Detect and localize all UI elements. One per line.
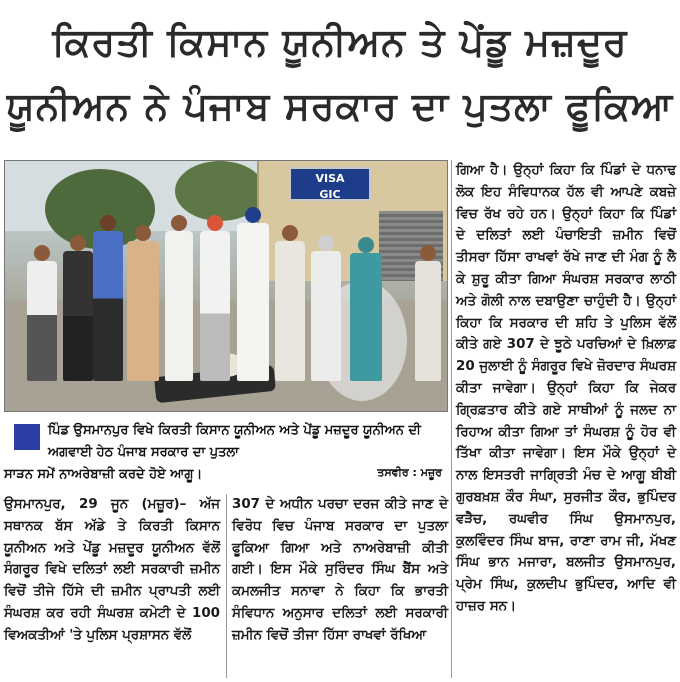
caption-marker	[14, 424, 40, 450]
column-divider	[226, 494, 227, 678]
photo-credit: ਤਸਵੀਰ : ਮਜ਼ੂਰ	[377, 466, 442, 479]
article-column-3: ਗਿਆ ਹੈ। ਉਨ੍ਹਾਂ ਕਿਹਾ ਕਿ ਪਿੰਡਾਂ ਦੇ ਧਨਾਢ ਲੋਕ ਇਹ ਸੰਵਿਧਾਨਕ ਹੱਲ ਵੀ ਆਪਣੇ ਕਬਜ਼ੇ ਵਿਚ ਰੱਖ ਰਹੇ ਹਨ। ਉਨ੍ਹਾਂ ਕਿਹਾ ਕਿ ਪਿੰਡਾਂ ਦੇ ਦਲਿਤਾਂ ਲਈ ਪੰਚਾਇਤੀ ਜ਼ਮੀਨ ਵਿਚੋਂ ਤੀਸਰਾ ਹਿੱਸਾ ਰਾਖਵਾਂ ਰੱਖੇ ਜਾਣ ਦੀ ਮੰਗ ਨੂੰ ਲੈ ਕੇ ਸ਼ੁਰੂ ਕੀਤਾ ਗਿਆ ਸੰਘਰਸ਼ ਸਰਕਾਰ ਲਾਠੀ ਅਤੇ ਗੋਲੀ ਨਾਲ ਦਬਾਉਣਾ ਚਾਹੁੰਦੀ ਹੈ। ਉਨ੍ਹਾਂ ਕਿਹਾ ਕਿ ਸਰਕਾਰ ਦੀ ਸ਼ਹਿ ਤੇ ਪੁਲਿਸ ਵੱਲੋਂ ਕੀਤੇ ਗਏ 307 ਦੇ ਝੂਠੇ ਪਰਚਿਆਂ ਦੇ ਖ਼ਿਲਾਫ਼ 20 ਜੁਲਾਈ ਨੂੰ ਸੰਗਰੂਰ ਵਿਖੇ ਜ਼ੋਰਦਾਰ ਸੰਘਰਸ਼ ਕੀਤਾ ਜਾਵੇਗਾ। ਉਨ੍ਹਾਂ ਕਿਹਾ ਕਿ ਜੇਕਰ ਗ੍ਰਿਫ਼ਤਾਰ ਕੀਤੇ ਗਏ ਸਾਥੀਆਂ ਨੂੰ ਜਲਦ ਨਾ ਰਿਹਾਅ ਕੀਤਾ ਗਿਆ ਤਾਂ ਸੰਘਰਸ਼ ਨੂੰ ਹੋਰ ਵੀ ਤਿੱਖਾ ਕੀਤਾ ਜਾਵੇਗਾ। ਇਸ ਮੌਕੇ ਉਨ੍ਹਾਂ ਦੇ ਨਾਲ ਇਸਤਰੀ ਜਾਗ੍ਰਿਤੀ ਮੰਚ ਦੇ ਆਗੂ ਬੀਬੀ ਗੁਰਬਖ਼ਸ਼ ਕੌਰ ਸੰਘਾ, ਸੁਰਜੀਤ ਕੌਰ, ਭੁਪਿੰਦਰ ਵੜੈਚ, ਰਘਵੀਰ ਸਿੰਘ ਉਸਮਾਨਪੁਰ, ਕੁਲਵਿੰਦਰ ਸਿੰਘ ਬਾਜ, ਰਾਣਾ ਰਾਮ ਜੀ, ਮੱਖਣ ਸਿੰਘ ਭਾਨ ਮਜਾਰਾ, ਬਲਜੀਤ ਉਸਮਾਨਪੁਰ, ਪ੍ਰੇਮ ਸਿੰਘ, ਕੁਲਦੀਪ ਭੁਪਿੰਦਰ, ਆਦਿ ਵੀ ਹਾਜ਼ਰ ਸਨ।	[456, 163, 676, 614]
shop-sign: VISA GIC	[289, 167, 371, 201]
person	[27, 245, 57, 381]
article-column-1: ਉਸਮਾਨਪੁਰ, 29 ਜੂਨ (ਮਜ਼ੂਰ)– ਅੱਜ ਸਥਾਨਕ ਬੱਸ ਅੱਡੇ ਤੇ ਕਿਰਤੀ ਕਿਸਾਨ ਯੂਨੀਅਨ ਅਤੇ ਪੇਂਡੂ ਮਜ਼ਦੂਰ ਯੂਨੀਅਨ ਵੱਲੋਂ ਸੰਗਰੂਰ ਵਿਖੇ ਦਲਿਤਾਂ ਲਈ ਸਰਕਾਰੀ ਜ਼ਮੀਨ ਵਿਚੋਂ ਤੀਜੇ ਹਿੱਸੇ ਦੀ ਜ਼ਮੀਨ ਪ੍ਰਾਪਤੀ ਲਈ ਸੰਘਰਸ਼ ਕਰ ਰਹੀ ਸੰਘਰਸ਼ ਕਮੇਟੀ ਦੇ 100 ਵਿਅਕਤੀਆਂ 'ਤੇ ਪੁਲਿਸ ਪ੍ਰਸ਼ਾਸਨ ਵੱਲੋਂ	[4, 497, 220, 643]
person	[311, 235, 341, 381]
person	[415, 245, 441, 381]
caption-text-line-3: ਸਾੜਨ ਸਮੇਂ ਨਾਅਰੇਬਾਜ਼ੀ ਕਰਦੇ ਹੋਏ ਆਗੂ।	[4, 467, 203, 482]
headline-line-1: ਕਿਰਤੀ ਕਿਸਾਨ ਯੂਨੀਅਨ ਤੇ ਪੇਂਡੂ ਮਜ਼ਦੂਰ	[52, 20, 628, 64]
person	[237, 207, 269, 381]
photo-caption	[4, 420, 448, 486]
headline	[0, 0, 680, 152]
person	[63, 235, 93, 381]
person	[93, 215, 123, 381]
caption-text: ਪਿੰਡ ਉਸਮਾਨਪੁਰ ਵਿਖੇ ਕਿਰਤੀ ਕਿਸਾਨ ਯੂਨੀਅਨ ਅਤੇ ਪੇਂਡੂ ਮਜ਼ਦੂਰ ਯੂਨੀਅਨ ਦੀ ਅਗਵਾਈ ਹੇਠ ਪੰਜਾਬ ਸਰਕਾਰ ਦਾ ਪੁਤਲਾ	[48, 423, 421, 460]
article-column-2: 307 ਦੇ ਅਧੀਨ ਪਰਚਾ ਦਰਜ ਕੀਤੇ ਜਾਣ ਦੇ ਵਿਰੋਧ ਵਿਚ ਪੰਜਾਬ ਸਰਕਾਰ ਦਾ ਪੁਤਲਾ ਫੂਕਿਆ ਗਿਆ ਅਤੇ ਨਾਅਰੇਬਾਜ਼ੀ ਕੀਤੀ ਗਈ। ਇਸ ਮੌਕੇ ਸੁਰਿੰਦਰ ਸਿੰਘ ਬੈਂਸ ਅਤੇ ਕਮਲਜੀਤ ਸਨਾਵਾ ਨੇ ਕਿਹਾ ਕਿ ਭਾਰਤੀ ਸੰਵਿਧਾਨ ਅਨੁਸਾਰ ਦਲਿਤਾਂ ਲਈ ਸਰਕਾਰੀ ਜ਼ਮੀਨ ਵਿਚੋਂ ਤੀਜਾ ਹਿੱਸਾ ਰਾਖਵਾਂ ਰੱਖਿਆ	[232, 497, 448, 643]
person	[127, 225, 159, 381]
news-photo	[4, 160, 448, 412]
person	[275, 225, 305, 381]
person	[165, 215, 193, 381]
headline-line-2: ਯੂਨੀਅਨ ਨੇ ਪੰਜਾਬ ਸਰਕਾਰ ਦਾ ਪੁਤਲਾ ਫੂਕਿਆ	[6, 84, 674, 128]
person	[350, 237, 382, 381]
column-divider	[451, 160, 452, 678]
person	[200, 215, 230, 381]
